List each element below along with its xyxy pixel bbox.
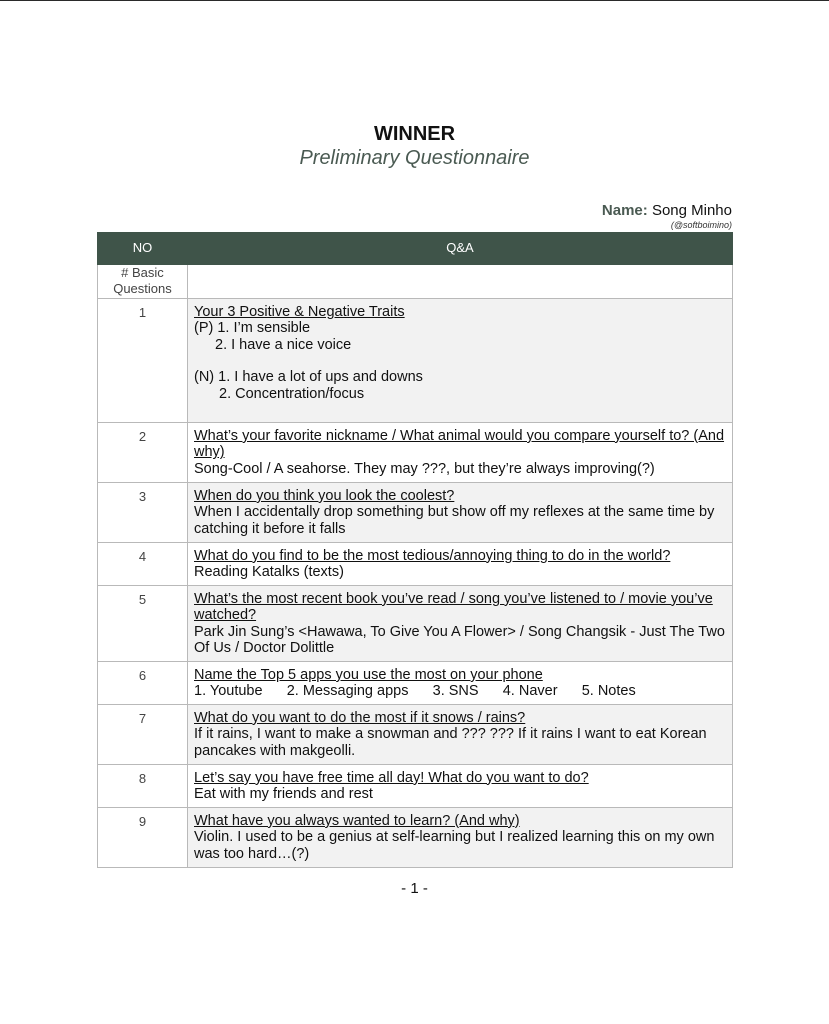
table-row bbox=[98, 807, 733, 867]
answer-line: 2. I have a nice voice bbox=[215, 336, 352, 353]
name-handle: (@softboimino) bbox=[670, 220, 732, 230]
row-number: 6 bbox=[98, 661, 188, 704]
header-qa: Q&A bbox=[188, 233, 733, 265]
answer-text: When I accidentally drop something but show off my reflexes at the same time by catching it before it falls bbox=[194, 504, 715, 537]
question-text: Name the Top 5 apps you use the most on your phone bbox=[194, 666, 543, 683]
app-item: 3. SNS bbox=[432, 683, 479, 700]
row-number: 3 bbox=[98, 482, 188, 542]
question-text: What’s the most recent book you’ve read / song you’ve listened to / movie you’ve watched? bbox=[194, 590, 713, 624]
name-label: Name: bbox=[601, 202, 648, 219]
answer-text: Reading Katalks (texts) bbox=[194, 564, 344, 581]
answer-text: If it rains, I want to make a snowman and ??? ??? If it rains I want to eat Korean pancakes with makgeolli. bbox=[194, 726, 707, 759]
section-empty-cell bbox=[188, 265, 733, 299]
app-item: 5. Notes bbox=[581, 683, 636, 700]
questionnaire-table bbox=[97, 232, 733, 868]
answer-line: (P) 1. I’m sensible bbox=[194, 320, 311, 337]
document-title: WINNER bbox=[373, 123, 456, 145]
qa-cell bbox=[188, 661, 733, 704]
app-item: 4. Naver bbox=[502, 683, 558, 700]
question-text: When do you think you look the coolest? bbox=[194, 487, 455, 504]
qa-cell bbox=[188, 704, 733, 764]
row-number: 8 bbox=[98, 764, 188, 807]
table-row bbox=[98, 542, 733, 585]
section-row bbox=[98, 265, 733, 299]
table-row bbox=[98, 764, 733, 807]
row-number: 7 bbox=[98, 704, 188, 764]
table-row bbox=[98, 704, 733, 764]
header-no: NO bbox=[98, 233, 188, 265]
question-text: Your 3 Positive & Negative Traits bbox=[194, 303, 405, 320]
page-top-border bbox=[0, 0, 829, 1]
question-text: What have you always wanted to learn? (And why) bbox=[194, 812, 520, 829]
table-row bbox=[98, 298, 733, 422]
qa-cell bbox=[188, 807, 733, 867]
table-row bbox=[98, 482, 733, 542]
row-number: 4 bbox=[98, 542, 188, 585]
qa-cell bbox=[188, 764, 733, 807]
answer-line: (N) 1. I have a lot of ups and downs bbox=[194, 369, 423, 386]
app-item: 1. Youtube bbox=[194, 683, 263, 700]
qa-cell bbox=[188, 542, 733, 585]
table-header-row bbox=[98, 233, 733, 265]
question-text: What’s your favorite nickname / What animal would you compare yourself to? (And why) bbox=[194, 427, 725, 461]
page-number: - 1 - bbox=[401, 880, 428, 897]
table-row bbox=[98, 661, 733, 704]
table-row bbox=[98, 422, 733, 482]
row-number: 5 bbox=[98, 585, 188, 661]
row-number: 1 bbox=[98, 298, 188, 422]
document-subtitle: Preliminary Questionnaire bbox=[299, 147, 530, 169]
qa-cell bbox=[188, 422, 733, 482]
name-value: Song Minho bbox=[651, 202, 732, 219]
name-line bbox=[602, 202, 732, 220]
qa-cell bbox=[188, 298, 733, 422]
answer-text: Eat with my friends and rest bbox=[194, 786, 373, 803]
answer-spacer bbox=[194, 353, 726, 369]
app-item: 2. Messaging apps bbox=[286, 683, 409, 700]
apps-list bbox=[194, 683, 726, 699]
answer-text: Song-Cool / A seahorse. They may ???, but they’re always improving(?) bbox=[194, 460, 655, 477]
answer-text: Violin. I used to be a genius at self-learning but I realized learning this on my own was too hard…(?) bbox=[194, 829, 715, 862]
qa-cell bbox=[188, 482, 733, 542]
table-row bbox=[98, 585, 733, 661]
row-number: 2 bbox=[98, 422, 188, 482]
question-text: Let’s say you have free time all day! What do you want to do? bbox=[194, 769, 589, 786]
answer-text: Park Jin Sung’s <Hawawa, To Give You A Flower> / Song Changsik - Just The Two Of Us / Doctor Dolittle bbox=[194, 623, 725, 657]
row-number: 9 bbox=[98, 807, 188, 867]
section-label: # Basic Questions bbox=[98, 265, 188, 299]
qa-cell bbox=[188, 585, 733, 661]
question-text: What do you find to be the most tedious/annoying thing to do in the world? bbox=[194, 547, 671, 564]
question-text: What do you want to do the most if it snows / rains? bbox=[194, 709, 526, 726]
answer-line: 2. Concentration/focus bbox=[219, 385, 365, 402]
